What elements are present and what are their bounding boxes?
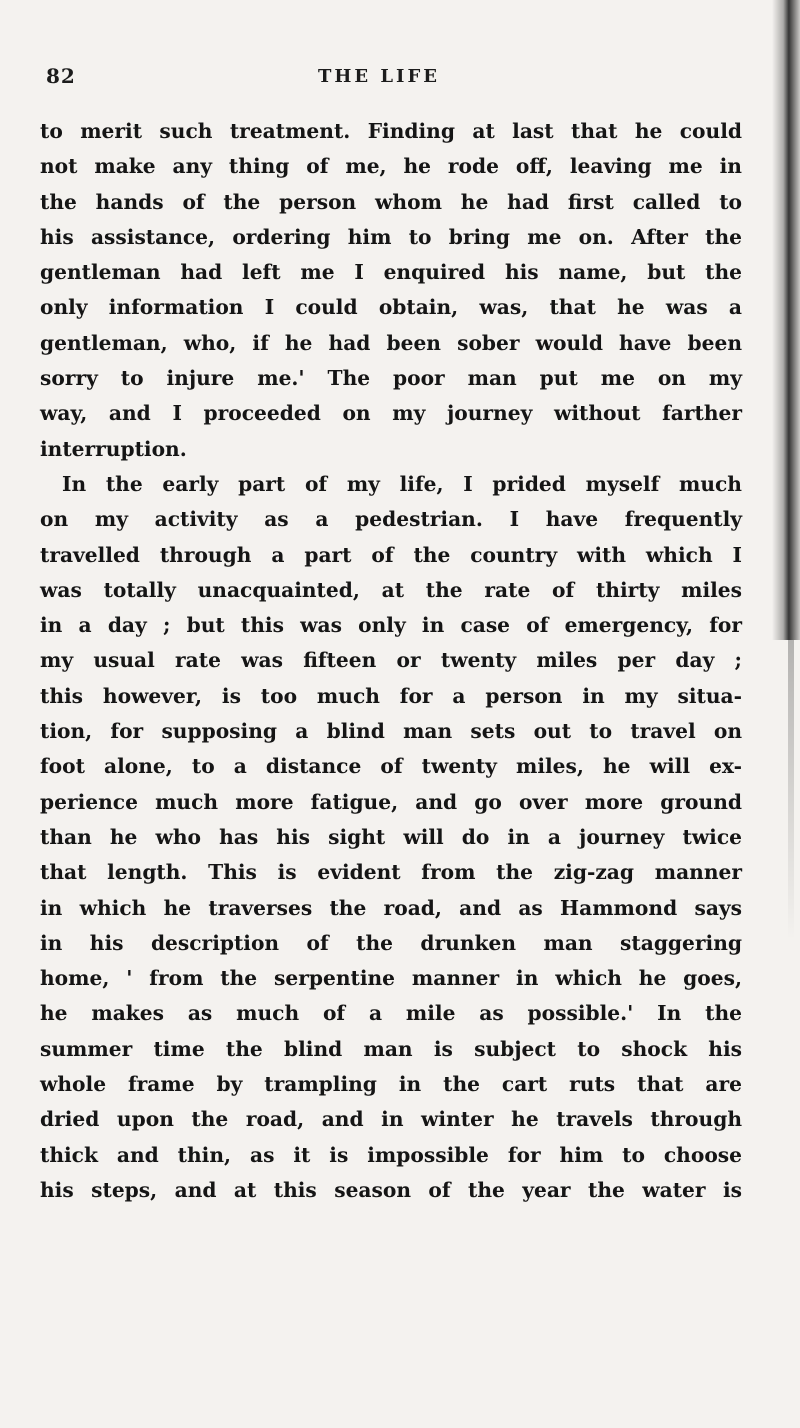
text-line: home, ' from the serpentine manner in which he goes, [40,966,742,991]
text-line: In the early part of my life, I prided myself much [62,471,742,496]
text-line: was totally unacquainted, at the rate of thirty miles [40,577,742,602]
text-line: thick and thin, as it is impossible for him to choose [40,1142,742,1167]
text-line: the hands of the person whom he had first called to [40,189,742,214]
text-line: summer time the blind man is subject to shock his [40,1036,742,1061]
running-head: THE LIFE [318,66,440,87]
text-line: gentleman had left me I enquired his name, but the [40,260,742,285]
page-edge-shadow [772,0,800,640]
text-line: way, and I proceeded on my journey without farther [40,401,742,426]
page-header [0,62,800,92]
text-line: he makes as much of a mile as possible.' In the [40,1001,742,1026]
text-line: his assistance, ordering him to bring me on. After the [40,224,742,249]
text-line: foot alone, to a distance of twenty miles, he will ex- [40,754,742,779]
text-line: than he who has his sight will do in a journey twice [40,824,742,849]
text-line: on my activity as a pedestrian. I have frequently [40,507,742,532]
text-line: this however, is too much for a person in my situa- [40,683,742,708]
page-edge-shadow-lower [788,640,794,940]
text-line: tion, for supposing a blind man sets out to travel on [40,719,742,744]
text-line: dried upon the road, and in winter he travels through [40,1107,742,1132]
text-line: sorry to injure me.' The poor man put me on my [40,366,742,391]
text-line: in a day ; but this was only in case of emergency, for [40,613,742,638]
text-line: perience much more fatigue, and go over more ground [40,789,742,814]
text-line: gentleman, who, if he had been sober would have been [40,330,742,355]
text-line: interruption. [40,436,187,461]
body-text [40,114,742,1208]
text-line: his steps, and at this season of the year the water is [40,1177,742,1202]
text-line: travelled through a part of the country with which I [40,542,742,567]
text-line: that length. This is evident from the zig-zag manner [40,860,742,885]
text-line: only information I could obtain, was, that he was a [40,295,742,320]
page-number: 82 [46,64,76,88]
text-line: my usual rate was fifteen or twenty miles per day ; [40,648,742,673]
text-line: whole frame by trampling in the cart ruts that are [40,1072,742,1097]
text-line: to merit such treatment. Finding at last that he could [40,119,742,143]
text-line: not make any thing of me, he rode off, leaving me in [40,154,742,179]
text-line: in his description of the drunken man staggering [40,930,742,955]
text-line: in which he traverses the road, and as Hammond says [40,895,742,920]
